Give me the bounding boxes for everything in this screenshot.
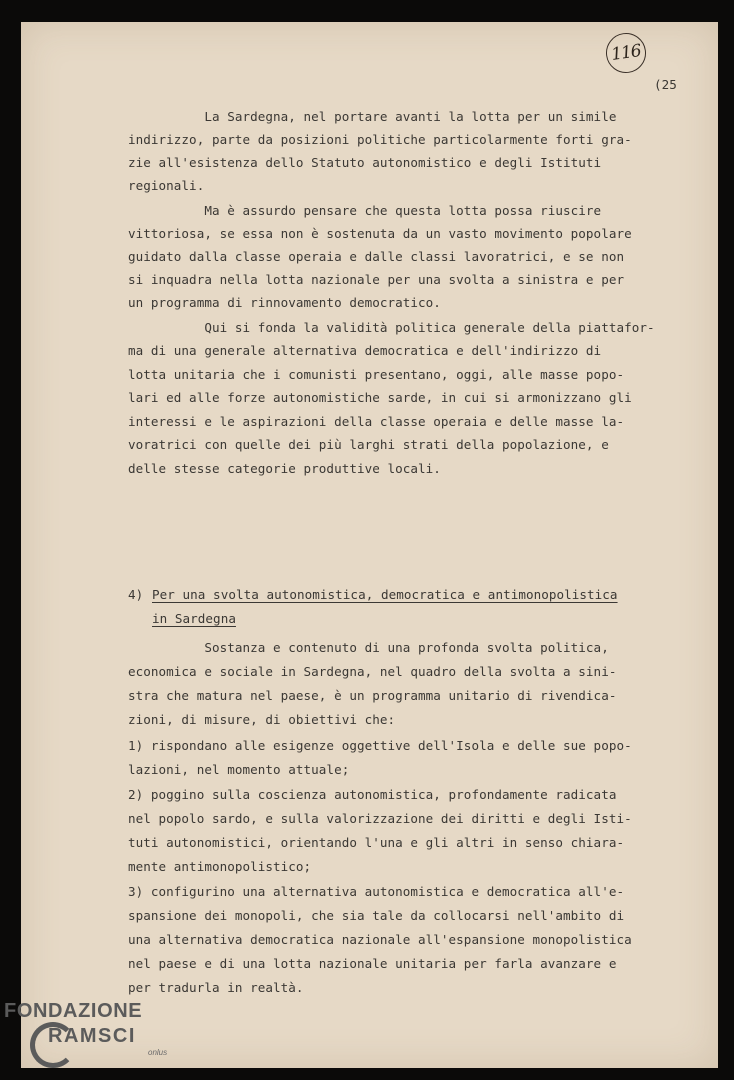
text-line: delle stesse categorie produttive locali. [128, 461, 441, 476]
section-title: Per una svolta autonomistica, democratica e antimonopolistica [152, 587, 618, 602]
text-line: voratrici con quelle dei più larghi strati della popolazione, e [128, 437, 609, 452]
text-line: Sostanza e contenuto di una profonda svolta politica, [128, 640, 609, 655]
text-line: si inquadra nella lotta nazionale per una svolta a sinistra e per [128, 272, 625, 287]
folio-stamp: 116 [603, 30, 648, 75]
text-line: vittoriosa, se essa non è sostenuta da un vasto movimento popolare [128, 226, 632, 241]
text-line: mente antimonopolistico; [128, 859, 312, 874]
text-line: spansione dei monopoli, che sia tale da collocarsi nell'ambito di [128, 908, 625, 923]
text-line: regionali. [128, 178, 205, 193]
text-line: lazioni, nel momento attuale; [128, 762, 350, 777]
text-line: lari ed alle forze autonomistiche sarde, in cui si armonizzano gli [128, 390, 632, 405]
text-line: per tradurla in realtà. [128, 980, 304, 995]
text-line: tuti autonomistici, orientando l'una e gli altri in senso chiara- [128, 835, 625, 850]
text-line: 2) poggino sulla coscienza autonomistica, profondamente radicata [128, 787, 617, 802]
section-title-cont: in Sardegna [152, 611, 236, 626]
text-line: ma di una generale alternativa democratica e dell'indirizzo di [128, 343, 602, 358]
text-line: 1) rispondano alle esigenze oggettive dell'Isola e delle sue popo- [128, 738, 632, 753]
logo-line2: RAMSCI [48, 1025, 136, 1047]
text-line: stra che matura nel paese, è un programma unitario di rivendica- [128, 688, 617, 703]
text-line: 3) configurino una alternativa autonomistica e democratica all'e- [128, 884, 625, 899]
page-number: (25 [654, 77, 677, 92]
section-number: 4) [128, 587, 144, 602]
text-line: Qui si fonda la validità politica generale della piattafor- [128, 320, 655, 335]
text-line: una alternativa democratica nazionale all'espansione monopolistica [128, 932, 632, 947]
text-line: zie all'esistenza dello Statuto autonomistico e degli Istituti [128, 155, 602, 170]
text-line: nel paese e di una lotta nazionale unitaria per farla avanzare e [128, 956, 617, 971]
logo-line1: FONDAZIONE [4, 1000, 143, 1022]
text-line: economica e sociale in Sardegna, nel quadro della svolta a sini- [128, 664, 617, 679]
fondazione-gramsci-logo [4, 1000, 184, 1080]
logo-sub: onlus [148, 1048, 168, 1057]
text-line: nel popolo sardo, e sulla valorizzazione dei diritti e degli Isti- [128, 811, 632, 826]
text-line: La Sardegna, nel portare avanti la lotta per un simile [128, 109, 617, 124]
text-line: un programma di rinnovamento democratico. [128, 295, 441, 310]
text-line: zioni, di misure, di obiettivi che: [128, 712, 396, 727]
text-line: Ma è assurdo pensare che questa lotta possa riuscire [128, 203, 602, 218]
text-line: interessi e le aspirazioni della classe operaia e delle masse la- [128, 414, 625, 429]
text-line: lotta unitaria che i comunisti presentano, oggi, alle masse popo- [128, 367, 625, 382]
text-line: indirizzo, parte da posizioni politiche particolarmente forti gra- [128, 132, 632, 147]
text-line: guidato dalla classe operaia e dalle classi lavoratrici, e se non [128, 249, 625, 264]
